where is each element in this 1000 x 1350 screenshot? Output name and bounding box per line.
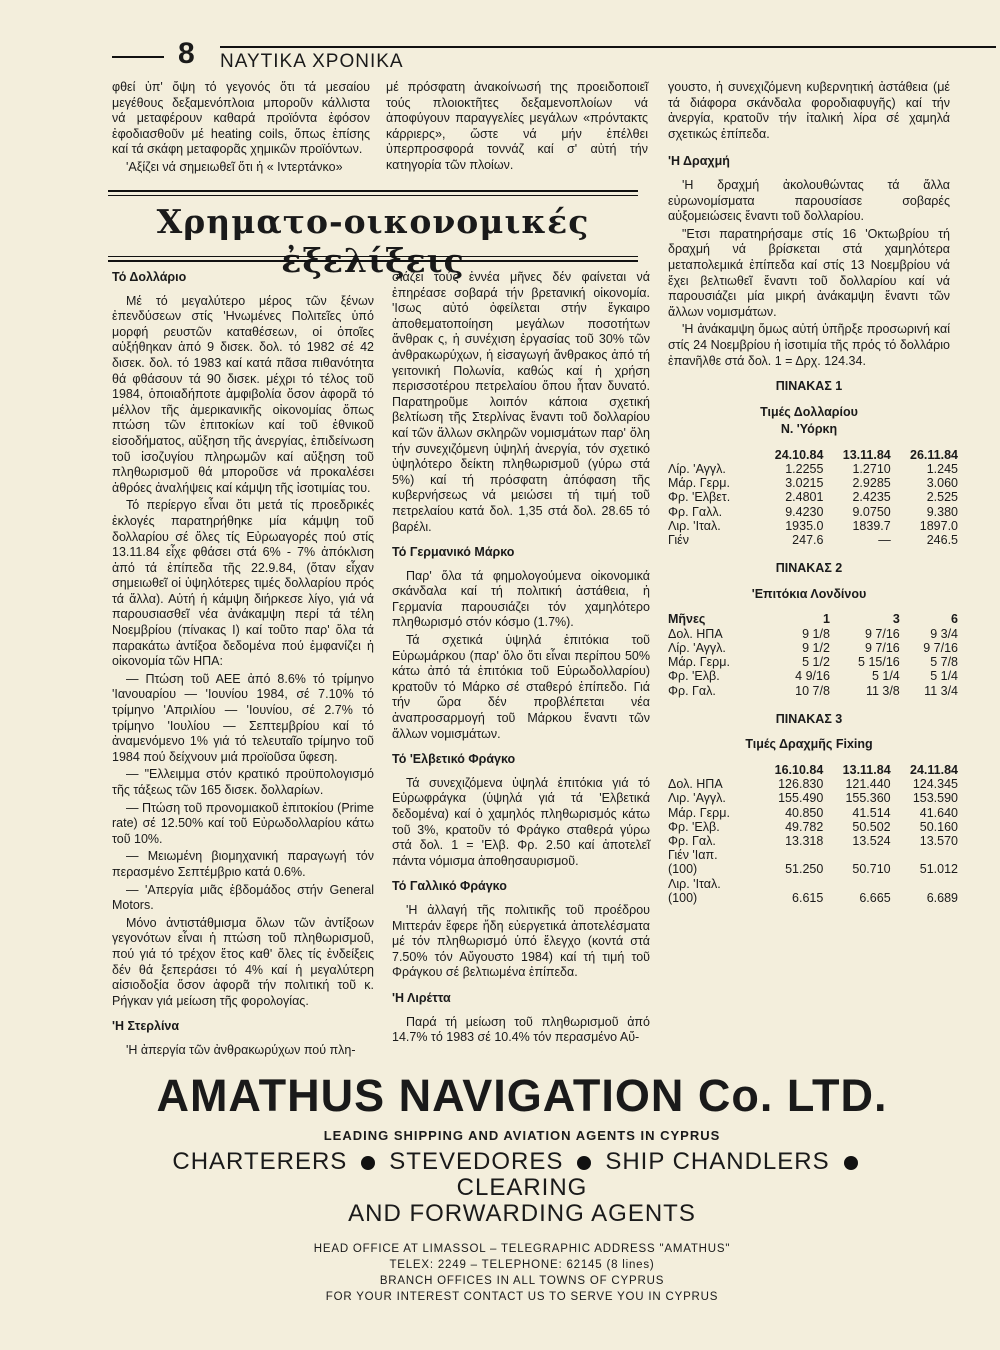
- table-cell: 2.4801: [785, 490, 824, 505]
- table-cell: 41.640: [919, 805, 958, 820]
- ad-contact-line: HEAD OFFICE AT LIMASSOL – TELEGRAPHIC ADDRESS "AMATHUS": [313, 1243, 731, 1255]
- table-column-header: [668, 448, 755, 462]
- table-row: [668, 877, 958, 891]
- rates-table: [668, 763, 958, 905]
- table-cell: 9 7/16: [865, 640, 900, 655]
- ad-tagline: LEADING SHIPPING AND AVIATION AGENTS IN CYPRUS: [323, 1128, 721, 1143]
- paragraph: μέ πρόσφατη ἀνακοίνωσή της προειδοποιεῖ τούς πλοιοκτῆτες δεξαμενοπλοίων νά ἀποφύγουν παραγγελίες μεγάλων «πρόντακτς κάρριερς», ὥστε νά μήν ἐπέλθει ὑπερπροσφορά τοννάζ καί σ' αὐτή τήν κατηγορία τῶν πλοίων.: [386, 80, 648, 172]
- header-rule-right: [220, 46, 996, 48]
- table-column-header: 6: [951, 612, 958, 627]
- ad-service: CLEARING: [456, 1174, 588, 1201]
- table-row: [668, 777, 958, 791]
- ad-contact-line: TELEX: 2249 – TELEPHONE: 62145 (8 lines): [389, 1259, 655, 1271]
- table-column-header: [668, 763, 755, 777]
- ad-contact-line: FOR YOUR INTEREST CONTACT US TO SERVE YOU IN CYPRUS: [325, 1291, 719, 1303]
- table-cell: 6.689: [926, 890, 958, 905]
- table-cell: [823, 848, 890, 862]
- table-cell: 155.360: [845, 791, 891, 806]
- row-label: Φρ. Γαλ.: [668, 833, 716, 848]
- row-label: Φρ. Γαλ.: [668, 683, 716, 698]
- ad-services-line2: AND FORWARDING AGENTS: [348, 1200, 696, 1227]
- row-label: (100): [668, 862, 698, 877]
- table-row: [668, 848, 958, 862]
- paragraph: φθεί ὑπ' ὄψη τό γεγονός ὅτι τά μεσαίου μεγέθους δεξαμενόπλοια μποροῦν κάλλιστα νά μεταφέρουν καθαρά προϊόντα ἐφόσον ἐφοδιασθοῦν μέ heating coils, ὅπως ἐπίσης καί τά σκάφη μεταφορᾶς χημικῶν προϊόντων.: [112, 80, 370, 157]
- table-cell: 247.6: [792, 533, 824, 548]
- table-cell: 1839.7: [852, 518, 891, 533]
- table-column-header: 1: [822, 612, 830, 627]
- page-header: [112, 36, 1000, 76]
- table-cell: 41.514: [852, 805, 891, 820]
- table-cell: 5 7/8: [930, 655, 958, 670]
- list-item: — 'Απεργία μιᾶς ἑβδομάδος στήν General Motors.: [112, 882, 374, 913]
- ad-service: CHARTERERS: [172, 1148, 348, 1175]
- body-column-1: [112, 270, 374, 1061]
- table-cell: 49.782: [785, 819, 824, 834]
- table-row: [668, 505, 958, 519]
- table-row: [668, 806, 958, 820]
- header-rule-left: [112, 56, 164, 58]
- row-label: Λιρ. 'Αγγλ.: [668, 791, 726, 806]
- table-row: [668, 476, 958, 490]
- table-cell: 155.490: [778, 791, 824, 806]
- headline-rule: [108, 256, 638, 257]
- row-label: Μάρ. Γερμ.: [668, 805, 730, 820]
- row-label: Μάρ. Γερμ.: [668, 655, 730, 670]
- table-cell: [891, 848, 958, 862]
- ad-services: [112, 1149, 932, 1201]
- table-cell: 1.2255: [785, 462, 824, 477]
- paragraph: 'Η ἀπεργία τῶν ἀνθρακωρύχων πού πλη-: [126, 1042, 356, 1057]
- table-cell: 9 7/16: [923, 640, 958, 655]
- table-cell: 246.5: [926, 533, 958, 548]
- table-subtitle: Ν. 'Υόρκη: [780, 422, 838, 437]
- table-row: [668, 519, 958, 533]
- paragraph: σιάζει τούς ἐννέα μῆνες δέν φαίνεται νά ἐπηρέασε σοβαρά τήν βρετανική οἰκονομία. 'Ισως αὐτό ὀφείλεται στήν ἔγκαιρο ἀποθεματοποίηση μεγάλων ποσοτήτων ἄνθρακ ς, ἡ συνέχιση ἐργασίας τοῦ 30% τῶν ἀνθρακωρύχων, ἡ εἰσαγωγή ἄνθρακος ἀπό τή γειτονική Πολωνία, καθώς καί ἡ χρήση περισσοτέρου πετρελαίου ὅπου ἦταν δυνατό. Παρατηροῦμε λοιπόν κάποια σχετική βελτίωση τῆς Στερλίνας ἔναντι τοῦ δολλαρίου καί τῶν ἄλλων σκληρῶν νομισμάτων παρ' ὅλη τήν συνεχιζόμενη ὑψηλή ἀνεργία, τόν σχετικό ὑψηλότερο δείκτη πληθωρισμοῦ (γύρω στά 5%) καί τή πρόσφατη ἀπόφαση τῆς κυβερνήσεως νά μειώσει τή τιμή τοῦ πετρελαίου κατά δολ. 1,35 στά δολ. 28.65 τό βαρέλι.: [392, 270, 650, 534]
- table-row: [668, 641, 958, 655]
- section-heading-drachma: 'Η Δραχμή: [668, 154, 730, 169]
- row-label: Φρ. 'Ελβ.: [668, 669, 720, 684]
- table-row: [668, 533, 958, 547]
- section-heading-dollar: Τό Δολλάριο: [112, 270, 187, 284]
- table-cell: 2.525: [926, 490, 958, 505]
- table-cell: 6.665: [859, 890, 891, 905]
- row-label: Φρ. 'Ελβετ.: [668, 490, 731, 505]
- table-cell: 5 15/16: [858, 655, 900, 670]
- headline-rule: [108, 195, 638, 196]
- table-cell: 9 3/4: [930, 626, 958, 641]
- table-column-header: 24.11.84: [910, 762, 958, 777]
- table-cell: 1897.0: [919, 518, 958, 533]
- table-row: [668, 627, 958, 641]
- page-number: 8: [178, 37, 195, 70]
- row-label: Λιρ. 'Ιταλ.: [668, 876, 721, 891]
- table-cell: 11 3/4: [924, 683, 958, 698]
- table-cell: 5 1/2: [802, 655, 830, 670]
- bullet-icon: [844, 1156, 858, 1170]
- ad-contact-line: BRANCH OFFICES IN ALL TOWNS OF CYPRUS: [379, 1275, 665, 1287]
- list-item: — "Ελλειμμα στόν κρατικό προϋπολογισμό τῆς τάξεως τῶν 165 δισεκ. δολλαρίων.: [112, 767, 374, 797]
- table-cell: 9 1/8: [802, 626, 830, 641]
- table-cell: [891, 877, 958, 891]
- section-heading-mark: Τό Γερμανικό Μάρκο: [392, 545, 515, 560]
- table-column-header: 3: [892, 612, 900, 627]
- bullet-icon: [361, 1156, 375, 1170]
- table-cell: [755, 848, 823, 862]
- ad-service: STEVEDORES: [389, 1148, 564, 1175]
- table-row: [668, 820, 958, 834]
- row-label: Λίρ. 'Αγγλ.: [668, 462, 726, 477]
- headline-rule: [108, 190, 638, 192]
- table-row: [668, 684, 958, 698]
- publication-title: ΝΑΥΤΙΚΑ ΧΡΟΝΙΚΑ: [220, 51, 404, 72]
- row-label: Γιέν: [668, 533, 689, 548]
- list-item: — Πτώση τοῦ ΑΕΕ ἀπό 8.6% τό τρίμηνο 'Ιανουαρίου — 'Ιουνίου 1984, σέ 7.10% τό τρίμηνο 'Απριλίου — 'Ιουνίου, σέ 2.7% τό τρίμηνο 'Ιουλίου — Σεπτεμβρίου καί τό ἀναμενόμενο 1% γιά τό τελευταῖο τρίμηνο τοῦ 1984 πού δείχνουν μιά προϊοῦσα ὕφεση.: [112, 671, 374, 764]
- paragraph: Μέ τό μεγαλύτερο μέρος τῶν ξένων ἐπενδύσεων στίς 'Ηνωμένες Πολιτεῖες ὑπό μορφή ρευστῶν καταθέσεων, οἱ ὁποῖες αὐξήθηκαν ἀπό 9 δισεκ. δολ. τό 1982 σέ 42 δισεκ. δολ. τό 1983 καί κατά πᾶσα πιθανότητα θά φθάσουν τά 90 δισεκ. μέχρι τό τέλος τοῦ 1984, ὁποιαδήποτε ἀμφιβολία ὅσον ἀφορᾶ τό μέλλον τῆς ἀμερικανικῆς οἰκονομίας ὅπως πτώση τῶν ἐπιτοκίων καί τοῦ ἐθνικοῦ εἰσοδήματος, αὔξηση τῆς ἀνεργίας, ἐπιδείνωση τοῦ ἰσοζυγίου πληρωμῶν καί αὔξηση τοῦ πληθωρισμοῦ θά μποροῦσε νά προκαλέσει ἀθρόες ἀναλήψεις καί κάμψη τῆς ἰσοτιμίας του.: [112, 293, 374, 495]
- table-cell: 40.850: [785, 805, 824, 820]
- table-cell: 4 9/16: [795, 669, 830, 684]
- section-heading-lira: 'Η Λιρέττα: [392, 990, 451, 1005]
- list-item: — Πτώση τοῦ προνομιακοῦ ἐπιτοκίου (Prime rate) σέ 12.50% καί τοῦ Εὐρωδολλαρίου κάτω τοῦ 10%.: [112, 800, 374, 846]
- table-title: Τιμές Δολλαρίου: [760, 404, 858, 419]
- table-cell: 5 1/4: [871, 669, 900, 684]
- table-row: [668, 862, 958, 876]
- table-title: Τιμές Δραχμῆς Fixing: [745, 737, 873, 752]
- table-cell: 121.440: [845, 777, 891, 792]
- row-label: Μάρ. Γερμ.: [668, 476, 730, 491]
- table-cell: 1.245: [926, 462, 958, 477]
- table-cell: 126.830: [778, 777, 824, 792]
- table-cell: 51.012: [919, 862, 958, 877]
- table-row: [668, 462, 958, 476]
- section-heading-swiss-franc: Τό 'Ελβετικό Φράγκο: [392, 752, 516, 767]
- row-label: Δολ. ΗΠΑ: [668, 777, 723, 792]
- table-column-header: 16.10.84: [774, 762, 824, 777]
- row-label: Γιέν 'Ιαπ.: [668, 848, 718, 863]
- advertisement: [112, 1070, 932, 1303]
- row-label: Φρ. Γαλλ.: [668, 504, 723, 519]
- table-cell: 3.0215: [785, 476, 824, 491]
- table-cell: [823, 877, 890, 891]
- paragraph: Παρ' ὅλα τά φημολογούμενα οἰκονομικά σκάνδαλα καί τή πολιτική ἀστάθεια, ἡ Γερμανία παρουσιάζει τόν χαμηλότερο πληθωρισμό στόν κόσμο (1.7%).: [392, 568, 650, 630]
- table-cell: [755, 877, 823, 891]
- table-cell: —: [878, 533, 891, 548]
- row-label: Δολ. ΗΠΑ: [668, 626, 723, 641]
- top-column-1: [112, 80, 370, 178]
- table-label: ΠΙΝΑΚΑΣ 1: [775, 379, 843, 394]
- paragraph: Τά σχετικά ὑψηλά ἐπιτόκια τοῦ Εὐρωμάρκου (παρ' ὅλο ὅτι εἶναι περίπου 50% κάτω ἀπό τά ἐπιτόκια τοῦ Εὐρωδολλαρίου) κρατοῦν τό Μάρκο σέ σταθερό ἐπίπεδο. Γιά τήν ὥρα δέν προβλέπεται νέα ἀναπροσαρμογή τοῦ Μάρκου ἔναντι τῶν ἄλλων νομισμάτων.: [392, 633, 650, 741]
- table-row: [668, 490, 958, 504]
- table-column-header: 24.10.84: [774, 447, 824, 462]
- table-title: 'Επιτόκια Λονδίνου: [751, 586, 867, 601]
- table-cell: 50.710: [852, 862, 891, 877]
- paragraph: γουστο, ἡ συνεχιζόμενη κυβερνητική ἀστάθεια (μέ τά διάφορα σκάνδαλα φοροδιαφυγῆς) καί τήν ἀνεργία, κρατοῦν τήν ἰταλική λίρα σέ χαμηλά σχετικώς ἐπίπεδα.: [668, 80, 950, 141]
- table-column-header: 26.11.84: [910, 447, 958, 462]
- table-label: ΠΙΝΑΚΑΣ 3: [775, 711, 843, 726]
- paragraph: 'Αξίζει νά σημειωθεῖ ὅτι ἡ « Ιντερτάνκο»: [126, 159, 343, 174]
- table-cell: 1935.0: [785, 518, 824, 533]
- row-label: Φρ. 'Ελβ.: [668, 819, 720, 834]
- table-cell: 2.4235: [852, 490, 891, 505]
- table-row: [668, 891, 958, 905]
- table-cell: 124.345: [912, 777, 958, 792]
- table-cell: 6.615: [792, 890, 824, 905]
- body-column-3: [668, 80, 958, 905]
- table-cell: 153.590: [912, 791, 958, 806]
- table-row: [668, 834, 958, 848]
- rates-table: [668, 448, 958, 547]
- headline-band: [108, 190, 638, 262]
- row-label: Λίρ. 'Αγγλ.: [668, 640, 726, 655]
- section-heading-french-franc: Τό Γαλλικό Φράγκο: [392, 879, 507, 894]
- ad-service: SHIP CHANDLERS: [605, 1148, 830, 1175]
- headline-rule: [108, 260, 638, 262]
- table-cell: 1.2710: [852, 462, 891, 477]
- paragraph: Τό περίεργο εἶναι ὅτι μετά τίς προεδρικές ἐκλογές παρατηρήθηκε μία κάμψη τοῦ δολλαρίου σέ ὅλες τίς Εὐρωαγορές πού στίς 13.11.84 εἶχε φθάσει στά 6% - 7% ἀπόκλιση ἀπό τά ἐπίπεδα τῆς 22.9.84, (ὅταν εἶχαν σημειωθεῖ οἱ ὑψηλότερες τιμές δολλαρίου πρός τά ἄλλα). Αὐτή ἡ κάμψη διήρκεσε λίγο, γιά νά παρουσιασθεῖ νέα ἀνάκαμψη περί τά τέλη Νοεμβρίου (πίνακας Ι) καί τοῦτο παρ' ὅλα τά παρακάτω ἀντίξοα δεδομένα πού ἐμφανίζει ἡ οἰκονομία τῶν ΗΠΑ:: [112, 498, 374, 669]
- table-3: [668, 711, 958, 905]
- bullet-icon: [577, 1156, 591, 1170]
- table-row: [668, 791, 958, 805]
- table-cell: 10 7/8: [795, 683, 830, 698]
- table-cell: 11 3/8: [865, 683, 900, 698]
- table-cell: 9 7/16: [865, 626, 900, 641]
- table-2: [668, 561, 958, 698]
- table-cell: 5 1/4: [930, 669, 958, 684]
- table-label: ΠΙΝΑΚΑΣ 2: [775, 561, 843, 576]
- table-row: [668, 669, 958, 683]
- top-column-2: [386, 80, 648, 176]
- table-cell: 50.160: [919, 819, 958, 834]
- table-cell: 3.060: [926, 476, 958, 491]
- ad-company-name: AMATHUS NAVIGATION Co. LTD.: [156, 1070, 888, 1121]
- table-row: [668, 655, 958, 669]
- paragraph: Μόνο ἀντιστάθμισμα ὅλων τῶν ἀντίξοων γεγονότων εἶναι ἡ πτώση τοῦ πληθωρισμοῦ, πού γιά τό τρέχον ἔτος καθ' ὅλες τίς ἐνδείξεις δέν θά ξεπεράσει τό 4% καί ἡ μεγαλύτερη αἰσιοδοξία ὅσον ἀφορᾶ τήν πολιτική τοῦ κ. Ρήγκαν γιά μείωση τῆς φορολογίας.: [112, 915, 374, 1008]
- table-cell: 13.570: [919, 833, 958, 848]
- table-column-header: 13.11.84: [842, 762, 891, 777]
- paragraph: 'Η δραχμή ἀκολουθώντας τά ἄλλα εὐρωνομίσματα παρουσίασε σοβαρές αὐξομειώσεις ἔναντι τοῦ δολλαρίου.: [668, 177, 950, 224]
- table-cell: 2.9285: [852, 476, 891, 491]
- paragraph: "Ετσι παρατηρήσαμε στίς 16 'Οκτωβρίου τή δραχμή νά βρίσκεται στά χαμηλότερα μεταπολεμικά ἐπίπεδα καί στίς 13 Νοεμβρίου νά ἔχει βελτιωθεῖ ἔναντι τοῦ δολλαρίου καί νά παρουσιάζει μία μικρή ἀνάκαμψη ἔναντι τῶν ἄλλων νομισμάτων.: [668, 226, 950, 319]
- table-cell: 51.250: [785, 862, 824, 877]
- table-column-header: Μῆνες: [668, 612, 706, 627]
- paragraph: 'Η ἀλλαγή τῆς πολιτικῆς τοῦ προέδρου Μιττεράν ἔφερε ἤδη εὐεργετικά ἀποτελέσματα μέ τόν πληθωρισμό ὑπό ἔλεγχο (κοντά στά 7.50% τόν Αὔγουστο 1984) καί τή τιμή τοῦ Φράγκου σέ βελτιωμένα ἐπίπεδα.: [392, 902, 650, 980]
- row-label: (100): [668, 890, 698, 905]
- table-cell: 9.0750: [852, 504, 891, 519]
- paragraph: Τά συνεχιζόμενα ὑψηλά ἐπιτόκια γιά τό Εὐρωφράγκα (ὑψηλά γιά τά 'Ελβετικά δεδομένα) καί ὁ χαμηλός πληθωρισμός κάτω τοῦ 3%, κρατοῦν τό Φράγκο σταθερά γύρω στά δολ. 1 = 'Ελβ. Φρ. 2.50 καί ἀποτελεῖ πάντα νόμισμα ἀποθησαυρισμοῦ.: [392, 775, 650, 868]
- table-cell: 9.4230: [785, 504, 824, 519]
- body-column-2: [392, 270, 650, 1048]
- table-1: [668, 379, 958, 548]
- list-item: — Μειωμένη βιομηχανική παραγωγή τόν περασμένο Σεπτέμβριο κατά 0.6%.: [112, 849, 374, 879]
- section-headline: Χρηματο-οικονομικές: [156, 202, 590, 241]
- rates-table: [668, 612, 958, 697]
- table-cell: 9.380: [926, 504, 958, 519]
- table-cell: 13.524: [852, 833, 891, 848]
- table-cell: 50.502: [852, 819, 891, 834]
- section-heading-sterling: 'Η Στερλίνα: [112, 1019, 180, 1034]
- row-label: Λιρ. 'Ιταλ.: [668, 518, 721, 533]
- table-cell: 13.318: [785, 833, 824, 848]
- table-column-header: 13.11.84: [842, 447, 891, 462]
- paragraph: 'Η ἀνάκαμψη ὅμως αὐτή ὑπῆρξε προσωρινή καί στίς 24 Νοεμβρίου ἡ ἰσοτιμία τῆς πρός τό δολλάριο ἐπανῆλθε στά δολ. 1 = Δρχ. 124.34.: [668, 322, 950, 368]
- table-cell: 9 1/2: [802, 640, 830, 655]
- paragraph: Παρά τή μείωση τοῦ πληθωρισμοῦ ἀπό 14.7% τό 1983 σέ 10.4% τόν περασμένο Αὔ-: [392, 1014, 650, 1045]
